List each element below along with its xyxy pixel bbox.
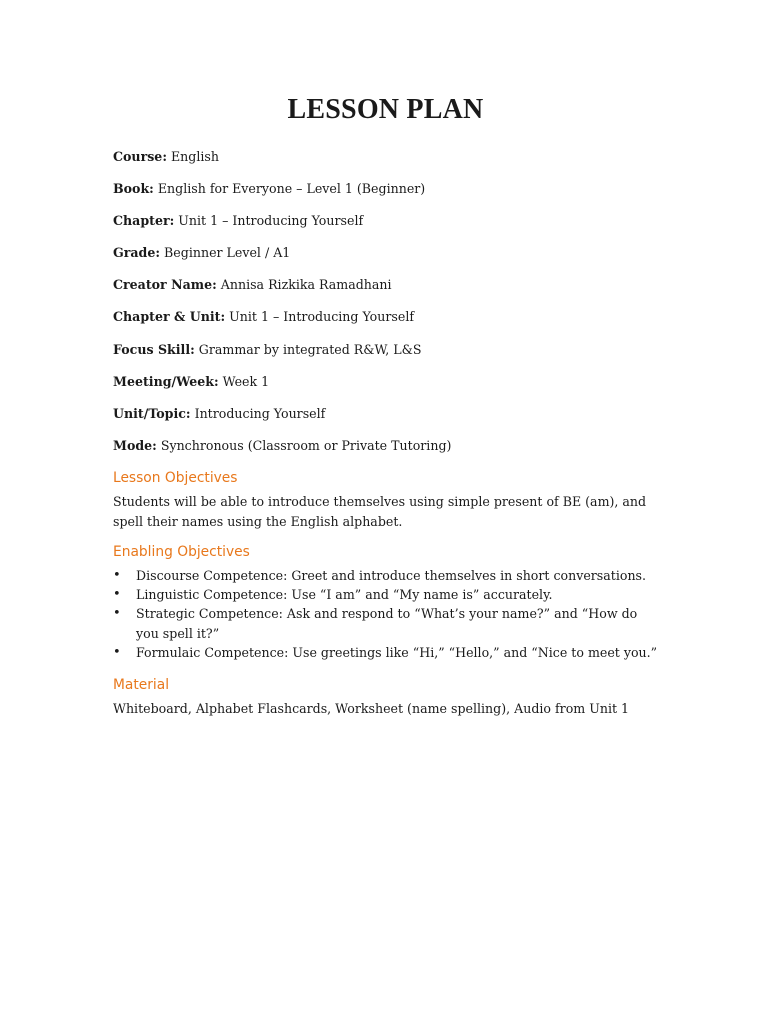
document-title: LESSON PLAN (287, 94, 484, 125)
meta-label: Mode: (113, 437, 157, 453)
meta-book (113, 179, 658, 211)
list-item (113, 585, 658, 604)
material-text: Whiteboard, Alphabet Flashcards, Worksheet (name spelling), Audio from Unit 1 (113, 701, 630, 716)
lesson-objectives-text: Students will be able to introduce themselves using simple present of BE (am), and spell their names using the English alphabet. (113, 494, 647, 529)
meta-value: Introducing Yourself (194, 405, 326, 421)
meta-label: Unit/Topic: (113, 405, 191, 421)
meta-chapter (113, 211, 658, 243)
list-item-text: Linguistic Competence: Use “I am” and “My name is” accurately. (136, 587, 553, 603)
meta-label: Chapter & Unit: (113, 309, 226, 325)
lesson-objectives-section (113, 468, 658, 532)
meta-grade (113, 243, 658, 275)
meta-chapter-unit (113, 307, 658, 339)
material-heading: Material (113, 677, 170, 693)
meta-label: Book: (113, 181, 154, 197)
bullet-icon: • (113, 606, 121, 622)
meta-meeting-week (113, 372, 658, 404)
enabling-objectives-list (113, 566, 658, 662)
meta-label: Course: (113, 149, 167, 164)
enabling-objectives-heading: Enabling Objectives (113, 544, 250, 560)
bullet-icon: • (113, 644, 121, 660)
list-item-text: Formulaic Competence: Use greetings like “Hi,” “Hello,” and “Nice to meet you.” (136, 644, 658, 660)
meta-label: Grade: (113, 245, 161, 261)
meta-value: Unit 1 – Introducing Yourself (229, 309, 415, 325)
meta-value: Annisa Rizkika Ramadhani (220, 277, 392, 293)
list-item (113, 604, 658, 642)
list-item-text: Discourse Competence: Greet and introduce themselves in short conversations. (136, 568, 647, 583)
bullet-icon: • (113, 587, 121, 603)
meta-focus-skill (113, 340, 658, 372)
list-item (113, 643, 658, 662)
lesson-objectives-heading: Lesson Objectives (113, 470, 238, 486)
meta-course (113, 147, 658, 179)
list-item (113, 566, 658, 585)
meta-label: Focus Skill: (113, 341, 195, 357)
meta-value: Week 1 (222, 373, 270, 389)
bullet-icon: • (113, 568, 121, 583)
meta-mode (113, 436, 658, 468)
meta-unit-topic (113, 404, 658, 436)
meta-value: English (170, 149, 219, 164)
metadata-list (113, 147, 658, 468)
meta-label: Meeting/Week: (113, 373, 219, 389)
list-item-text: Strategic Competence: Ask and respond to “What’s your name?” and “How do you spell it?” (136, 606, 638, 641)
meta-label: Chapter: (113, 213, 175, 229)
enabling-objectives-section (113, 542, 658, 662)
meta-value: English for Everyone – Level 1 (Beginner) (157, 181, 426, 197)
meta-value: Synchronous (Classroom or Private Tutoring) (160, 437, 452, 453)
meta-creator-name (113, 275, 658, 307)
meta-value: Grammar by integrated R&W, L&S (198, 341, 422, 357)
meta-label: Creator Name: (113, 277, 217, 293)
meta-value: Unit 1 – Introducing Yourself (178, 213, 364, 229)
material-section (113, 675, 658, 719)
meta-value: Beginner Level / A1 (164, 245, 291, 261)
